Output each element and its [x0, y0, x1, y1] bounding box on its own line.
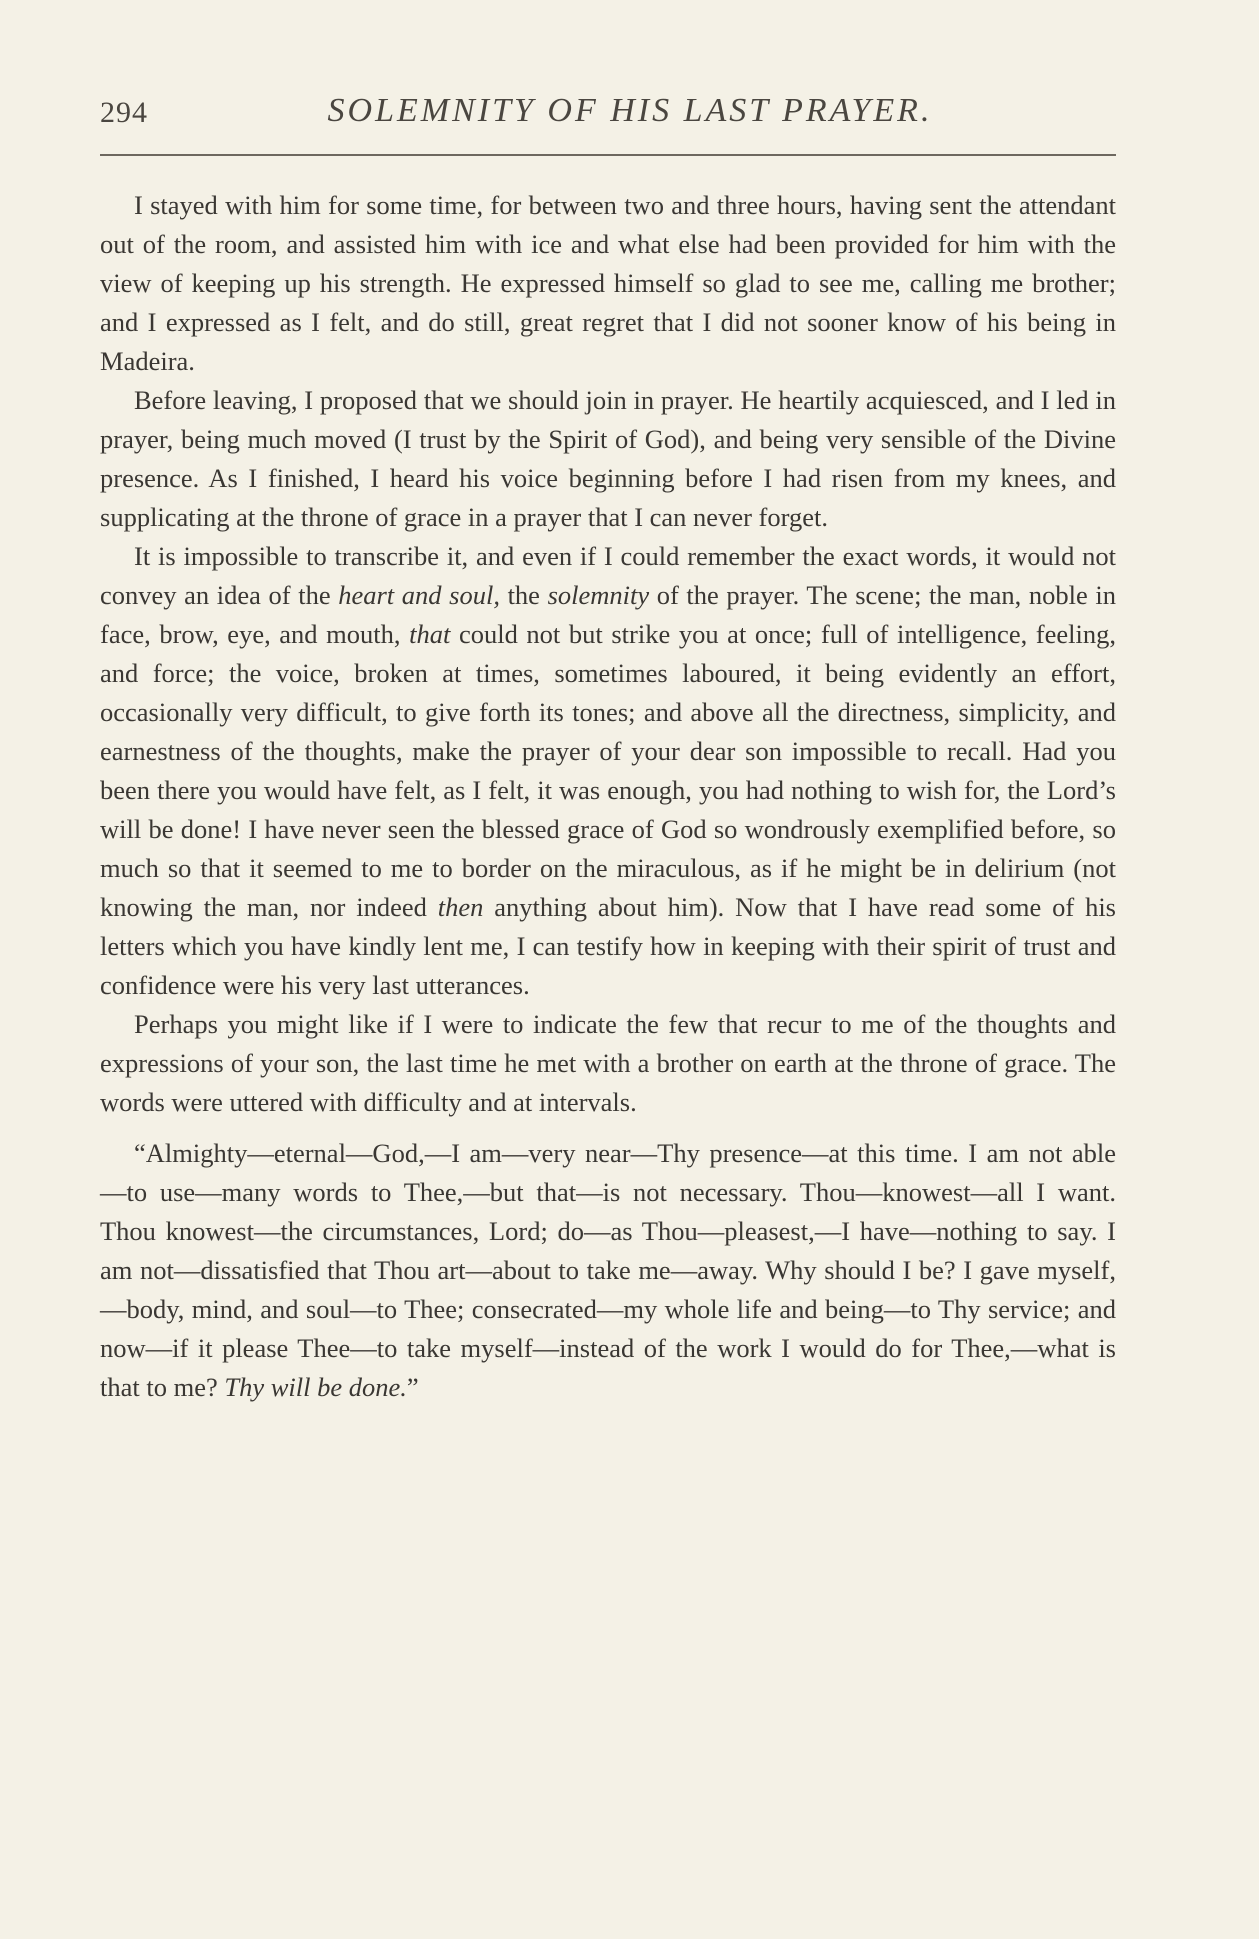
paragraph-3-text-g: could not but strike you at once; full of intelligence, feeling, and force; the voice, broken at times, sometimes laboured, it being evidently an effort, occasionally very difficult, to give forth its tones; and above all the directness, simplicity, and earnestness of the thoughts, make the prayer of your dear son impossible to recall. Had you been there you would have felt, as I felt, it was enough, you had nothing to wish for, the Lord’s will be done! I have never seen the blessed grace of God so wondrously exemplified before, so much so that it seemed to me to border on the miraculous, as if he might be in delirium (not knowing the man, nor indeed — [100, 619, 1116, 922]
header-rule — [100, 154, 1116, 156]
running-head: SOLEMNITY OF HIS LAST PRAYER. — [327, 92, 933, 129]
emphasis-heart-and-soul: heart and soul, — [338, 580, 500, 610]
emphasis-that: that — [409, 619, 451, 649]
paragraph-2: Before leaving, I proposed that we should join in prayer. He heartily acquiesced, and I led in prayer, being much moved (I trust by the Spirit of God), and being very sensible of the Divine presence. As I finished, I heard his voice beginning before I had risen from my knees, and supplicating at the throne of grace in a prayer that I can never forget. — [100, 385, 1116, 532]
closing-quote-mark: ” — [406, 1372, 419, 1402]
prayer-quote — [100, 1134, 1116, 1407]
paragraph-3-text-a: It is impossible to transcribe it, and even if I could remember the exact words, it would not convey an idea of the — [100, 541, 1116, 610]
page-header — [100, 92, 1120, 142]
prayer-quote-text: “Almighty—eternal—God,—I am—very near—Thy presence—at this time. I am not able—to use—many words to Thee,—but that—is not necessary. Thou—knowest—all I want. Thou knowest—the circumstances, Lord; do—as Thou—pleasest,—I have—nothing to say. I am not—dissatisfied that Thou art—about to take me—away. Why should I be? I gave myself,—body, mind, and soul—to Thee; consecrated—my whole life and being—to Thy service; and now—if it please Thee—to take myself—instead of the work I would do for Thee,—what is that to me? — [100, 1138, 1116, 1402]
emphasis-solemnity: solemnity — [547, 580, 650, 610]
paragraph-1: I stayed with him for some time, for between two and three hours, having sent the attendant out of the room, and assisted him with ice and what else had been provided for him with the view of keeping up his strength. He expressed himself so glad to see me, calling me brother; and I expressed as I felt, and do still, great regret that I did not sooner know of his being in Madeira. — [100, 190, 1116, 376]
paragraph-4: Perhaps you might like if I were to indicate the few that recur to me of the thoughts and expressions of your son, the last time he met with a brother on earth at the throne of grace. The words were uttered with difficulty and at intervals. — [100, 1009, 1116, 1117]
emphasis-then: then — [437, 892, 484, 922]
emphasis-thy-will-be-done: Thy will be done. — [224, 1372, 407, 1402]
paragraph-3 — [100, 537, 1116, 1005]
paragraph-3-text-i: anything about him). Now that I have read some of his letters which you have kindly lent me, I can testify how in keeping with their spirit of trust and confidence were his very last utterances. — [100, 892, 1116, 1000]
page-number: 294 — [100, 96, 148, 129]
body-text — [100, 186, 1116, 1407]
paragraph-3-text-c: the — [499, 580, 548, 610]
paragraph-3-text-e: of the prayer. The scene; the man, noble in face, brow, eye, and mouth, — [100, 580, 1117, 649]
